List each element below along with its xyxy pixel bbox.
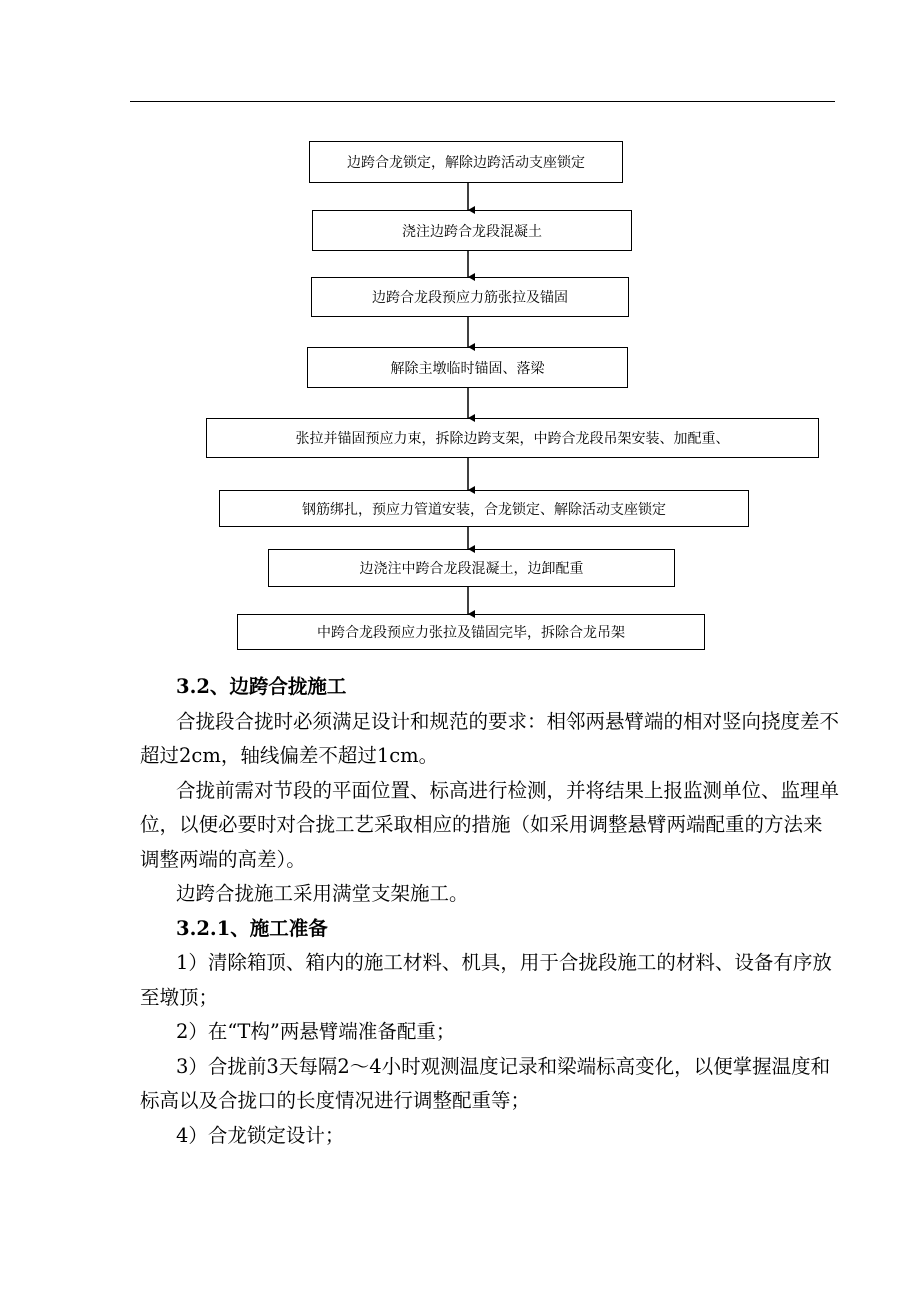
flow-step-5: 张拉并锚固预应力束，拆除边跨支架，中跨合龙段吊架安装、加配重、 bbox=[206, 418, 819, 458]
flow-step-8: 中跨合龙段预应力张拉及锚固完毕，拆除合龙吊架 bbox=[237, 614, 705, 650]
flow-step-7: 边浇注中跨合龙段混凝土，边卸配重 bbox=[268, 549, 675, 587]
flow-step-6: 钢筋绑扎，预应力管道安装，合龙锁定、解除活动支座锁定 bbox=[219, 490, 749, 527]
list-item: 1）清除箱顶、箱内的施工材料、机具，用于合拢段施工的材料、设备有序放至墩顶； bbox=[140, 951, 832, 1009]
paragraph-closure-inspection: 合拢前需对节段的平面位置、标高进行检测，并将结果上报监测单位、监理单位，以便必要时对合拢工艺采取相应的措施（如采用调整悬臂两端配重的方法来调整两端的高差）。 bbox=[140, 778, 840, 871]
flow-step-4: 解除主墩临时锚固、落梁 bbox=[307, 347, 628, 388]
subsection-heading: 3.2.1、施工准备 bbox=[176, 916, 328, 940]
flow-step-2: 浇注边跨合龙段混凝土 bbox=[312, 210, 632, 251]
list-item: 4）合龙锁定设计； bbox=[176, 1123, 345, 1147]
list-item: 2）在“T构”两悬臂端准备配重； bbox=[176, 1020, 456, 1043]
paragraph-closure-method: 边跨合拢施工采用满堂支架施工。 bbox=[176, 882, 469, 905]
paragraph-closure-requirements: 合拢段合拢时必须满足设计和规范的要求：相邻两悬臂端的相对竖向挠度差不超过2cm，轴线偏差不超过1cm。 bbox=[140, 709, 840, 767]
body-text bbox=[140, 670, 840, 1153]
flow-step-1: 边跨合龙锁定，解除边跨活动支座锁定 bbox=[309, 141, 623, 183]
section-heading: 3.2、边跨合拢施工 bbox=[176, 675, 347, 698]
flow-step-3: 边跨合龙段预应力筋张拉及锚固 bbox=[311, 277, 629, 317]
list-item: 3）合拢前3天每隔2～4小时观测温度记录和梁端标高变化，以便掌握温度和标高以及合拢口的长度情况进行调整配重等； bbox=[140, 1054, 831, 1112]
